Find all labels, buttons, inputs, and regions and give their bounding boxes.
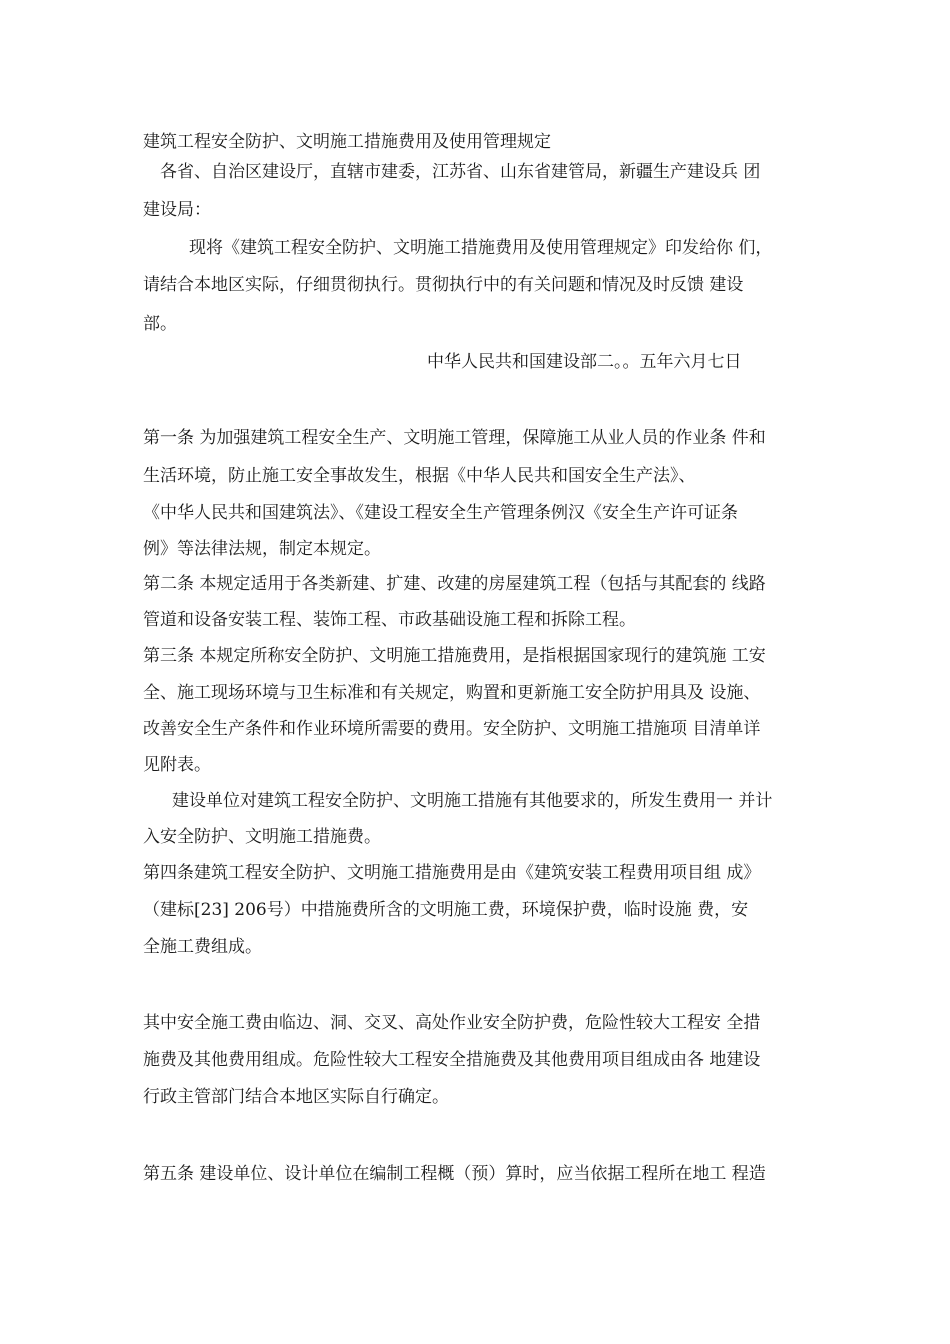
article-3-extra-line: 入安全防护、文明施工措施费。 bbox=[143, 827, 381, 847]
safety-fee-line: 行政主管部门结合本地区实际自行确定。 bbox=[143, 1087, 449, 1107]
document-title: 建筑工程安全防护、文明施工措施费用及使用管理规定 bbox=[143, 132, 551, 152]
article-2-line: 第二条 本规定适用于各类新建、扩建、改建的房屋建筑工程（包括与其配套的 线路 bbox=[143, 574, 766, 594]
article-3-line: 改善安全生产条件和作业环境所需要的费用。安全防护、文明施工措施项 目清单详 bbox=[143, 719, 761, 739]
article-3-extra-line: 建设单位对建筑工程安全防护、文明施工措施有其他要求的，所发生费用一 并计 bbox=[172, 791, 773, 811]
notice-line: 请结合本地区实际，仔细贯彻执行。贯彻执行中的有关问题和情况及时反馈 建设 bbox=[143, 275, 744, 295]
article-4-line: （建标[23] 206号）中措施费所含的文明施工费，环境保护费，临时设施 费，安 bbox=[143, 900, 749, 920]
article-4-line: 全施工费组成。 bbox=[143, 937, 262, 957]
article-3-line: 见附表。 bbox=[143, 755, 211, 775]
article-1-line: 《中华人民共和国建筑法》、《建设工程安全生产管理条例汉《安全生产许可证条 bbox=[143, 503, 738, 523]
article-4-line: 第四条建筑工程安全防护、文明施工措施费用是由《建筑安装工程费用项目组 成》 bbox=[143, 863, 761, 883]
article-3-line: 第三条 本规定所称安全防护、文明施工措施费用，是指根据国家现行的建筑施 工安 bbox=[143, 646, 766, 666]
notice-line: 现将《建筑工程安全防护、文明施工措施费用及使用管理规定》印发给你 们， bbox=[189, 238, 773, 258]
signature-date: 中华人民共和国建设部二。。五年六月七日 bbox=[427, 352, 742, 372]
safety-fee-line: 施费及其他费用组成。危险性较大工程安全措施费及其他费用项目组成由各 地建设 bbox=[143, 1050, 761, 1070]
article-1-line: 例》等法律法规，制定本规定。 bbox=[143, 539, 381, 559]
addressee-line: 各省、自治区建设厅，直辖市建委，江苏省、山东省建管局，新疆生产建设兵 团 bbox=[160, 162, 761, 182]
article-3-line: 全、施工现场环境与卫生标准和有关规定，购置和更新施工安全防护用具及 设施、 bbox=[143, 683, 761, 703]
article-2-line: 管道和设备安装工程、装饰工程、市政基础设施工程和拆除工程。 bbox=[143, 610, 636, 630]
notice-line: 部。 bbox=[143, 314, 177, 334]
article-1-line: 第一条 为加强建筑工程安全生产、文明施工管理，保障施工从业人员的作业条 件和 bbox=[143, 428, 766, 448]
article-1-line: 生活环境，防止施工安全事故发生，根据《中华人民共和国安全生产法》、 bbox=[143, 466, 696, 486]
article-5-line: 第五条 建设单位、设计单位在编制工程概（预）算时，应当依据工程所在地工 程造 bbox=[143, 1164, 766, 1184]
safety-fee-line: 其中安全施工费由临边、洞、交叉、高处作业安全防护费，危险性较大工程安 全措 bbox=[143, 1013, 761, 1033]
addressee-line: 建设局： bbox=[143, 200, 211, 220]
